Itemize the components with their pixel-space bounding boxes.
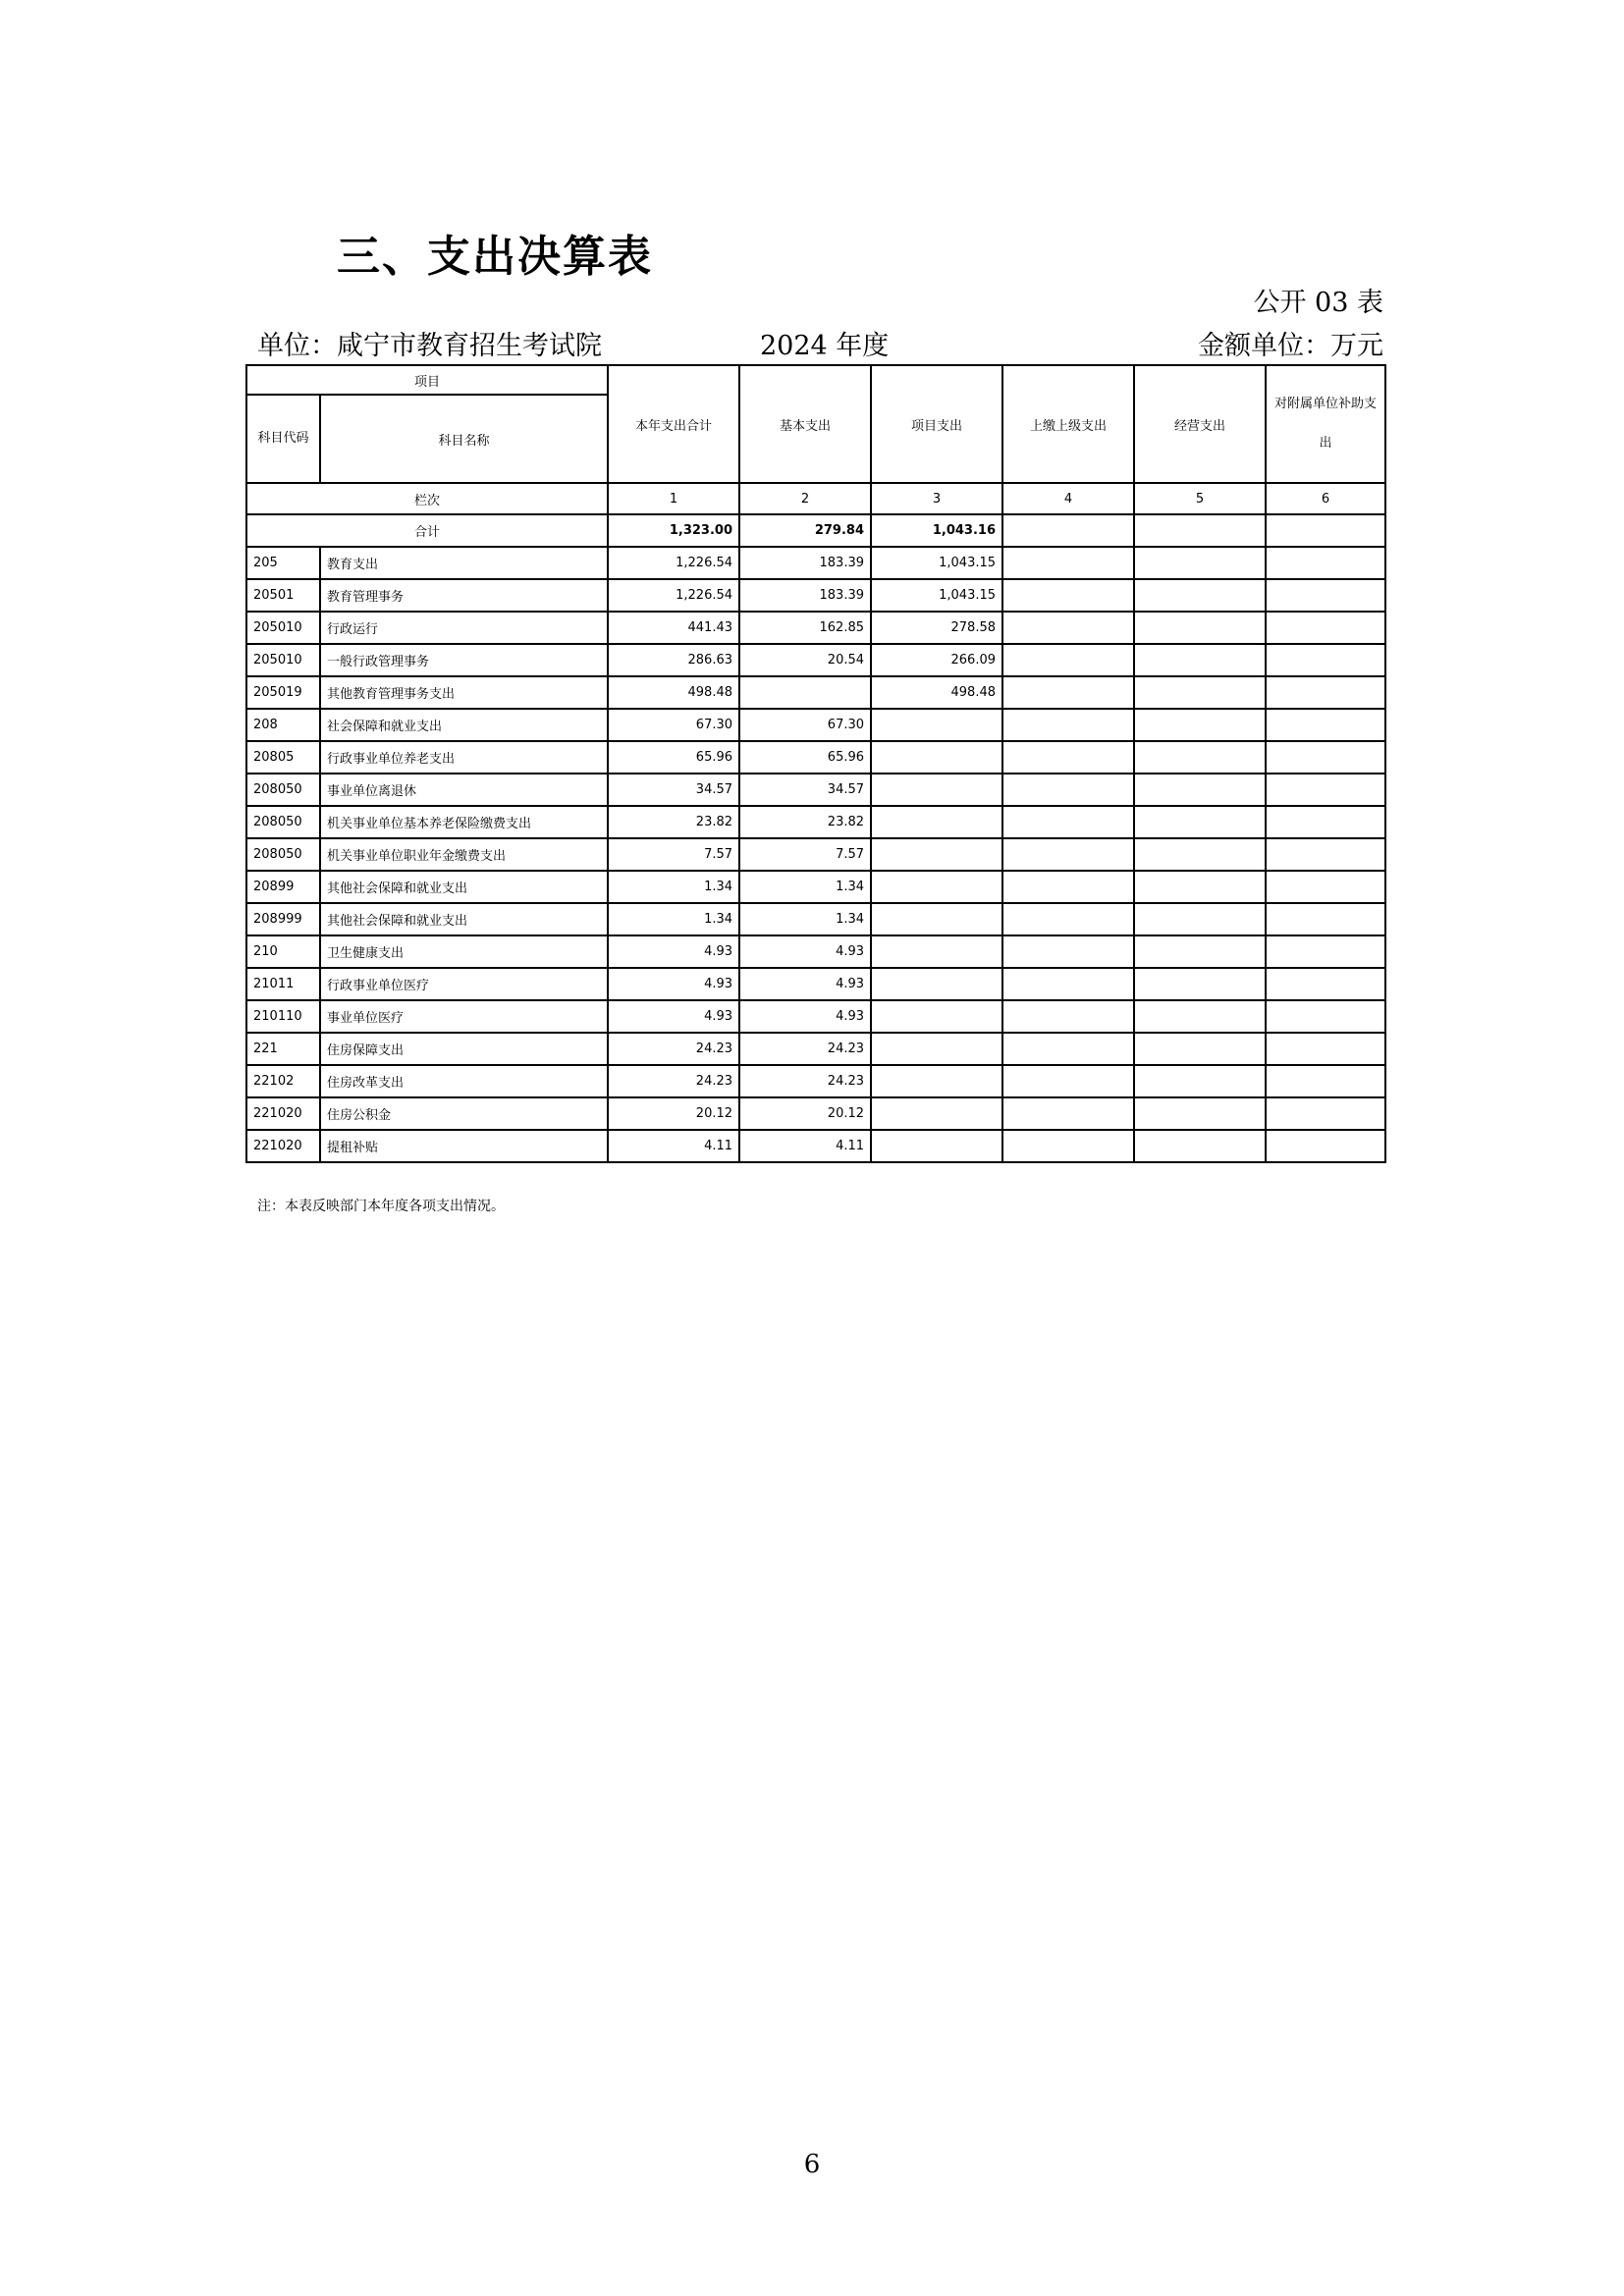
row-upper	[1002, 968, 1134, 1000]
table-row	[246, 676, 1385, 709]
header-project: 项目	[246, 365, 608, 395]
row-name: 其他社会保障和就业支出	[320, 871, 608, 903]
row-code: 21011	[246, 968, 320, 1000]
row-upper	[1002, 838, 1134, 871]
header-basic: 基本支出	[739, 365, 871, 483]
row-basic	[739, 676, 871, 709]
row-code: 20805	[246, 741, 320, 774]
row-basic: 183.39	[739, 579, 871, 612]
row-name: 机关事业单位职业年金缴费支出	[320, 838, 608, 871]
page-title: 三、支出决算表	[337, 232, 653, 282]
row-business	[1134, 1000, 1266, 1033]
table-row	[246, 1097, 1385, 1130]
row-total: 4.93	[608, 1000, 739, 1033]
header-name: 科目名称	[320, 395, 608, 483]
row-project	[871, 1000, 1002, 1033]
row-basic: 7.57	[739, 838, 871, 871]
row-total: 20.12	[608, 1097, 739, 1130]
row-subsidy	[1266, 741, 1385, 774]
table-row	[246, 1065, 1385, 1097]
row-project: 278.58	[871, 612, 1002, 644]
row-upper	[1002, 1097, 1134, 1130]
row-project	[871, 709, 1002, 741]
row-total: 1,226.54	[608, 579, 739, 612]
row-basic: 4.93	[739, 1000, 871, 1033]
row-subsidy	[1266, 612, 1385, 644]
row-project	[871, 1065, 1002, 1097]
row-code: 210110	[246, 1000, 320, 1033]
row-code: 205010	[246, 612, 320, 644]
row-name: 卫生健康支出	[320, 935, 608, 968]
header-subsidy: 对附属单位补助支出	[1266, 365, 1385, 483]
table-note: 注：本表反映部门本年度各项支出情况。	[257, 1199, 505, 1214]
table-row	[246, 579, 1385, 612]
row-basic: 34.57	[739, 774, 871, 806]
table-row	[246, 806, 1385, 838]
total-project: 1,043.16	[871, 514, 1002, 547]
row-code: 205010	[246, 644, 320, 676]
row-name: 住房改革支出	[320, 1065, 608, 1097]
row-total: 7.57	[608, 838, 739, 871]
row-subsidy	[1266, 676, 1385, 709]
row-project: 1,043.15	[871, 579, 1002, 612]
row-code: 221020	[246, 1097, 320, 1130]
row-project	[871, 1097, 1002, 1130]
row-name: 社会保障和就业支出	[320, 709, 608, 741]
table-row	[246, 968, 1385, 1000]
row-name: 行政运行	[320, 612, 608, 644]
row-code: 208050	[246, 838, 320, 871]
table-row	[246, 838, 1385, 871]
row-basic: 24.23	[739, 1033, 871, 1065]
table-row	[246, 1000, 1385, 1033]
row-name: 行政事业单位医疗	[320, 968, 608, 1000]
row-subsidy	[1266, 806, 1385, 838]
row-upper	[1002, 741, 1134, 774]
row-basic: 23.82	[739, 806, 871, 838]
row-business	[1134, 676, 1266, 709]
row-business	[1134, 709, 1266, 741]
row-project	[871, 741, 1002, 774]
row-project	[871, 1130, 1002, 1162]
header-total: 本年支出合计	[608, 365, 739, 483]
row-basic: 162.85	[739, 612, 871, 644]
row-project	[871, 935, 1002, 968]
row-subsidy	[1266, 1033, 1385, 1065]
page-number: 6	[803, 2150, 821, 2179]
currency-label: 金额单位：万元	[1198, 331, 1383, 361]
table-row	[246, 612, 1385, 644]
row-name: 一般行政管理事务	[320, 644, 608, 676]
row-code: 208050	[246, 806, 320, 838]
row-subsidy	[1266, 935, 1385, 968]
row-subsidy	[1266, 774, 1385, 806]
row-code: 208050	[246, 774, 320, 806]
row-basic: 20.54	[739, 644, 871, 676]
row-total: 34.57	[608, 774, 739, 806]
table-row	[246, 709, 1385, 741]
row-total: 1.34	[608, 871, 739, 903]
row-subsidy	[1266, 1000, 1385, 1033]
row-upper	[1002, 903, 1134, 935]
row-subsidy	[1266, 968, 1385, 1000]
table-row	[246, 1033, 1385, 1065]
row-project	[871, 871, 1002, 903]
col-number: 3	[871, 483, 1002, 514]
row-project: 266.09	[871, 644, 1002, 676]
row-upper	[1002, 1033, 1134, 1065]
row-business	[1134, 1065, 1266, 1097]
form-number: 公开 03 表	[1253, 288, 1383, 318]
row-name: 其他社会保障和就业支出	[320, 903, 608, 935]
row-subsidy	[1266, 547, 1385, 579]
row-upper	[1002, 709, 1134, 741]
table-row	[246, 935, 1385, 968]
row-code: 20501	[246, 579, 320, 612]
row-upper	[1002, 579, 1134, 612]
column-number-row	[246, 483, 1385, 514]
row-code: 20899	[246, 871, 320, 903]
row-project: 498.48	[871, 676, 1002, 709]
row-name: 机关事业单位基本养老保险缴费支出	[320, 806, 608, 838]
total-subsidy	[1266, 514, 1385, 547]
row-upper	[1002, 871, 1134, 903]
row-code: 210	[246, 935, 320, 968]
total-business	[1134, 514, 1266, 547]
row-business	[1134, 1130, 1266, 1162]
row-basic: 24.23	[739, 1065, 871, 1097]
row-code: 221	[246, 1033, 320, 1065]
col-number: 5	[1134, 483, 1266, 514]
col-number: 2	[739, 483, 871, 514]
row-total: 65.96	[608, 741, 739, 774]
header-code: 科目代码	[246, 395, 320, 483]
row-subsidy	[1266, 1097, 1385, 1130]
row-basic: 4.93	[739, 935, 871, 968]
row-project	[871, 774, 1002, 806]
row-upper	[1002, 547, 1134, 579]
row-subsidy	[1266, 903, 1385, 935]
row-project: 1,043.15	[871, 547, 1002, 579]
row-business	[1134, 871, 1266, 903]
row-name: 提租补贴	[320, 1130, 608, 1162]
total-label: 合计	[246, 514, 608, 547]
row-code: 208	[246, 709, 320, 741]
header-project-expense: 项目支出	[871, 365, 1002, 483]
row-upper	[1002, 774, 1134, 806]
unit-label: 单位：咸宁市教育招生考试院	[257, 331, 602, 361]
row-business	[1134, 1033, 1266, 1065]
row-project	[871, 968, 1002, 1000]
row-upper	[1002, 806, 1134, 838]
row-code: 205019	[246, 676, 320, 709]
header-upper: 上缴上级支出	[1002, 365, 1134, 483]
row-total: 1.34	[608, 903, 739, 935]
row-basic: 20.12	[739, 1097, 871, 1130]
table-row	[246, 547, 1385, 579]
row-total: 67.30	[608, 709, 739, 741]
row-name: 住房公积金	[320, 1097, 608, 1130]
table-row	[246, 644, 1385, 676]
row-upper	[1002, 1130, 1134, 1162]
row-basic: 65.96	[739, 741, 871, 774]
row-name: 其他教育管理事务支出	[320, 676, 608, 709]
col-number: 4	[1002, 483, 1134, 514]
row-name: 行政事业单位养老支出	[320, 741, 608, 774]
row-total: 24.23	[608, 1033, 739, 1065]
row-basic: 67.30	[739, 709, 871, 741]
row-subsidy	[1266, 838, 1385, 871]
row-business	[1134, 1097, 1266, 1130]
row-basic: 4.11	[739, 1130, 871, 1162]
row-project	[871, 903, 1002, 935]
row-business	[1134, 806, 1266, 838]
row-project	[871, 1033, 1002, 1065]
row-upper	[1002, 612, 1134, 644]
col-number: 6	[1266, 483, 1385, 514]
row-business	[1134, 612, 1266, 644]
row-name: 教育管理事务	[320, 579, 608, 612]
row-basic: 4.93	[739, 968, 871, 1000]
row-total: 4.93	[608, 968, 739, 1000]
row-total: 4.11	[608, 1130, 739, 1162]
total-upper	[1002, 514, 1134, 547]
row-subsidy	[1266, 579, 1385, 612]
row-total: 1,226.54	[608, 547, 739, 579]
table-row	[246, 741, 1385, 774]
col-number: 1	[608, 483, 739, 514]
row-upper	[1002, 1065, 1134, 1097]
row-business	[1134, 838, 1266, 871]
row-project	[871, 806, 1002, 838]
row-total: 441.43	[608, 612, 739, 644]
row-upper	[1002, 935, 1134, 968]
row-subsidy	[1266, 1065, 1385, 1097]
row-project	[871, 838, 1002, 871]
table-row	[246, 871, 1385, 903]
row-total: 286.63	[608, 644, 739, 676]
total-sum: 1,323.00	[608, 514, 739, 547]
row-seq-label: 栏次	[246, 483, 608, 514]
total-basic: 279.84	[739, 514, 871, 547]
table-row	[246, 903, 1385, 935]
row-business	[1134, 935, 1266, 968]
total-row	[246, 514, 1385, 547]
row-code: 22102	[246, 1065, 320, 1097]
row-total: 498.48	[608, 676, 739, 709]
row-basic: 183.39	[739, 547, 871, 579]
row-business	[1134, 579, 1266, 612]
row-name: 教育支出	[320, 547, 608, 579]
row-subsidy	[1266, 871, 1385, 903]
row-subsidy	[1266, 1130, 1385, 1162]
expenditure-table	[245, 364, 1386, 1163]
row-code: 221020	[246, 1130, 320, 1162]
row-code: 208999	[246, 903, 320, 935]
row-business	[1134, 547, 1266, 579]
row-name: 住房保障支出	[320, 1033, 608, 1065]
row-name: 事业单位医疗	[320, 1000, 608, 1033]
row-name: 事业单位离退休	[320, 774, 608, 806]
row-basic: 1.34	[739, 871, 871, 903]
row-upper	[1002, 1000, 1134, 1033]
row-basic: 1.34	[739, 903, 871, 935]
row-upper	[1002, 676, 1134, 709]
row-subsidy	[1266, 709, 1385, 741]
row-total: 24.23	[608, 1065, 739, 1097]
row-business	[1134, 903, 1266, 935]
row-subsidy	[1266, 644, 1385, 676]
row-upper	[1002, 644, 1134, 676]
row-business	[1134, 741, 1266, 774]
header-business: 经营支出	[1134, 365, 1266, 483]
table-row	[246, 774, 1385, 806]
row-total: 4.93	[608, 935, 739, 968]
table-row	[246, 1130, 1385, 1162]
row-business	[1134, 644, 1266, 676]
row-total: 23.82	[608, 806, 739, 838]
row-business	[1134, 774, 1266, 806]
row-business	[1134, 968, 1266, 1000]
row-code: 205	[246, 547, 320, 579]
year-label: 2024 年度	[760, 331, 890, 361]
